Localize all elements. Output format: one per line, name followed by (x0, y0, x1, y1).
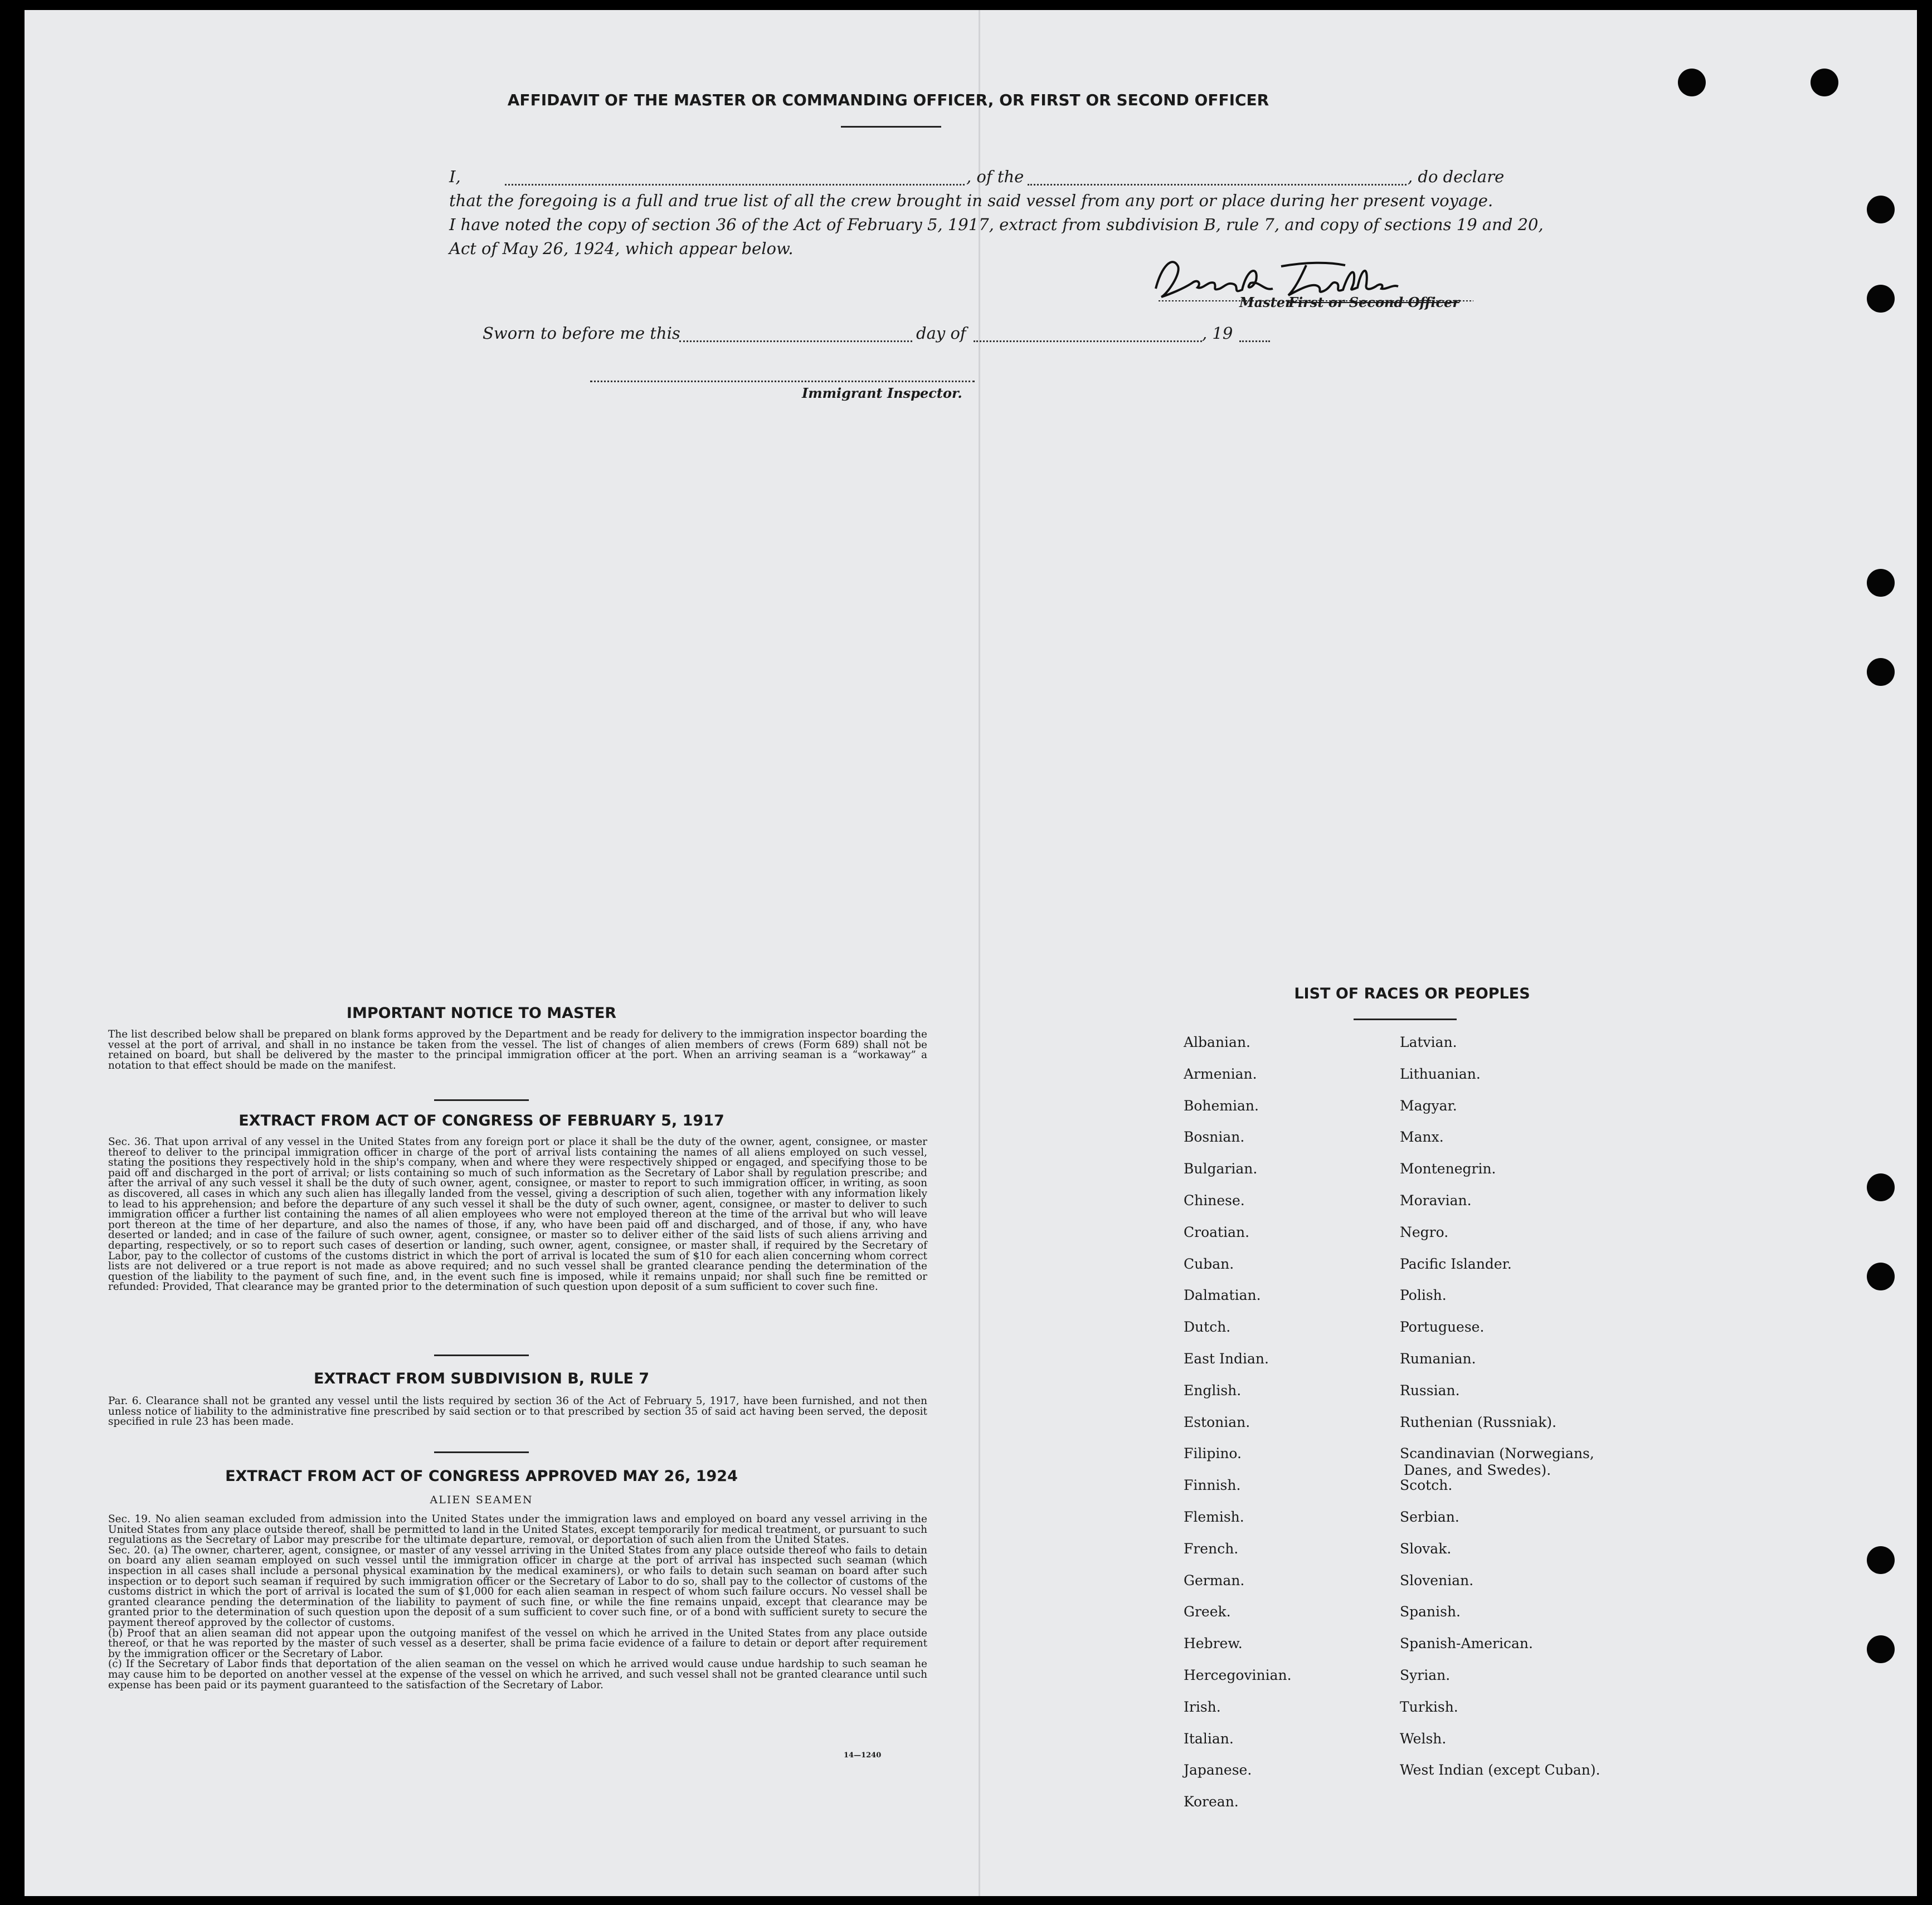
race-item: Spanish-American. (1400, 1635, 1533, 1652)
race-item: English. (1184, 1382, 1242, 1399)
race-item: French. (1184, 1540, 1239, 1557)
race-item: Albanian. (1184, 1034, 1251, 1050)
section-20c: (c) If the Secretary of Labor finds that deportation of the alien seaman on the vessel on which he arrived would cause undue hardship to such seaman he may cause him to be deported on another vessel at the expense of the vessel on which he arrived, and such vessel shall not be granted clearance until such expense has been paid or its payment guaranteed to the satisfaction of the Secretary of Labor. (108, 1658, 927, 1691)
divider (434, 1355, 529, 1356)
race-item: East Indian. (1184, 1351, 1269, 1367)
punch-hole (1811, 69, 1838, 96)
notice-body: The list described below shall be prepared on blank forms approved by the Department and be ready for delivery to the immigration inspector boarding the vessel at the port of arrival, and shall in no instance be taken from the vessel. The list of changes of alien members of crews (Form 689) shall not be retained on board, but shall be delivered by the master to the principal immigration officer at the port. When an arriving seaman is a “workaway” a notation to that effect should be made on the manifest. (108, 1029, 927, 1071)
punch-hole (1867, 196, 1895, 223)
form-number: 14—1240 (844, 1751, 882, 1760)
race-item: Bulgarian. (1184, 1161, 1258, 1177)
race-item: Italian. (1184, 1730, 1234, 1747)
race-item: Negro. (1400, 1224, 1449, 1240)
notice-title: IMPORTANT NOTICE TO MASTER (346, 1005, 617, 1022)
race-item: Scandinavian (Norwegians, (1400, 1445, 1594, 1462)
divider (1354, 1019, 1457, 1020)
race-item: Korean. (1184, 1794, 1239, 1810)
race-item: Flemish. (1184, 1509, 1244, 1525)
inspector-signature-field[interactable] (590, 381, 975, 382)
race-item: Bohemian. (1184, 1097, 1259, 1114)
punch-hole (1867, 1173, 1895, 1201)
vessel-name-field[interactable] (1028, 184, 1407, 186)
race-item: Manx. (1400, 1129, 1444, 1146)
race-item: Slovenian. (1400, 1572, 1474, 1589)
race-item: German. (1184, 1572, 1245, 1589)
race-item: Irish. (1184, 1698, 1221, 1715)
race-item: Montenegrin. (1400, 1161, 1496, 1177)
affidavit-title: AFFIDAVIT OF THE MASTER OR COMMANDING OFFICER, OR FIRST OR SECOND OFFICER (507, 91, 1269, 109)
center-fold (979, 10, 980, 1896)
race-item: Spanish. (1400, 1604, 1461, 1620)
race-item: Polish. (1400, 1287, 1447, 1304)
extract-1924-body (108, 1514, 927, 1690)
race-item: Syrian. (1400, 1667, 1451, 1683)
section-20b: (b) Proof that an alien seaman did not appear upon the outgoing manifest of the vessel on which he arrived in the United States from any place outside thereof, or that he was reported by the master of such vessel as a deserter, shall be prima facie evidence of a failure to detain or deport after requirement by the immigration officer or the Secretary of Labor. (108, 1627, 927, 1660)
race-item: Turkish. (1400, 1698, 1458, 1715)
of-the-label: , of the (966, 167, 1024, 186)
rule-7-body: Par. 6. Clearance shall not be granted any vessel until the lists required by section 36 of the Act of February 5, 1917, have been furnished, and not then unless notice of liability to the administrative fine prescribed by said section or to that prescribed by section 35 of said act having been served, the deposit specified in rule 23 has been made. (108, 1395, 927, 1428)
race-item: Lithuanian. (1400, 1065, 1481, 1082)
extract-1924-subtitle: ALIEN SEAMEN (430, 1494, 533, 1506)
sworn-year-field[interactable] (1239, 340, 1270, 342)
race-item: Welsh. (1400, 1730, 1447, 1747)
race-item: Dalmatian. (1184, 1287, 1261, 1304)
divider (841, 126, 941, 128)
punch-hole (1867, 285, 1895, 313)
punch-hole (1867, 1635, 1895, 1663)
race-item: Greek. (1184, 1604, 1231, 1620)
punch-hole (1867, 569, 1895, 597)
race-item: West Indian (except Cuban). (1400, 1762, 1600, 1779)
race-item: Bosnian. (1184, 1129, 1245, 1146)
race-item: Moravian. (1400, 1192, 1472, 1209)
race-item: Cuban. (1184, 1255, 1234, 1272)
race-item: Magyar. (1400, 1097, 1457, 1114)
race-item: Hebrew. (1184, 1635, 1243, 1652)
do-declare-label: , do declare (1408, 167, 1505, 186)
race-item: Scotch. (1400, 1477, 1453, 1494)
extract-1917-body: Sec. 36. That upon arrival of any vessel in the United States from any foreign port or place it shall be the duty of the owner, agent, consignee, or master thereof to deliver to the principal immigration officer in charge of the port of arrival lists containing the names of all aliens employed on such vessel, stating the positions they respectively hold in the ship's company, when and where they were respectively shipped or engaged, and specifying those to be paid off and discharged in the port of arrival; or lists containing so much of such information as the Secretary of Labor shall by regulation prescribe; and after the arrival of any such vessel it shall be the duty of such owner, agent, consignee, or master to report to such immigration officer, in writing, as soon as discovered, all cases in which any such alien has illegally landed from the vessel, giving a description of such alien, together with any information likely to lead to his apprehension; and before the departure of any such vessel it shall be the duty of such owner, agent, consignee, or master to deliver to such immigration officer a further list containing the names of all alien employees who were not employed thereon at the time of the arrival but who will leave port thereon at the time of her departure, and also the names of those, if any, who have been paid off and discharged, and of those, if any, who have deserted or landed; and in case of the failure of such owner, agent, consignee, or master so to deliver either of the said lists of such aliens arriving and departing, respectively, or so to report such cases of desertion or landing, such owner, agent, consignee, or master shall, if required by the Secretary of Labor, pay to the collector of customs of the customs district in which the port of arrival is located the sum of $10 for each alien concerning whom correct lists are not delivered or a true report is not made as above required; and no such vessel shall be granted clearance pending the determination of the question of the liability to the payment of such fine, and, in the event such fine is imposed, while it remains unpaid; nor shall such fine be remitted or refunded: Provided, That clearance may be granted prior to the determination of such question upon deposit of a sum sufficient to cover such fine. (108, 1136, 927, 1293)
race-item: Filipino. (1184, 1445, 1242, 1462)
year-label: , 19 (1202, 324, 1233, 343)
race-item: Finnish. (1184, 1477, 1241, 1494)
race-item: Latvian. (1400, 1034, 1457, 1050)
divider (434, 1099, 529, 1101)
punch-hole (1678, 69, 1706, 96)
race-item: Hercegovinian. (1184, 1667, 1292, 1683)
race-item: Japanese. (1184, 1762, 1252, 1779)
sworn-month-field[interactable] (974, 340, 1202, 342)
race-item: Portuguese. (1400, 1319, 1485, 1336)
inspector-label: Immigrant Inspector. (802, 385, 962, 401)
race-item: Rumanian. (1400, 1351, 1476, 1367)
extract-1917-title: EXTRACT FROM ACT OF CONGRESS OF FEBRUARY 5, 1917 (239, 1112, 724, 1129)
punch-hole (1867, 658, 1895, 686)
affidavit-i-label: I, (449, 167, 461, 186)
divider (434, 1451, 529, 1453)
races-title: LIST OF RACES OR PEOPLES (1294, 985, 1530, 1002)
extract-1924-title: EXTRACT FROM ACT OF CONGRESS APPROVED MAY 26, 1924 (225, 1468, 738, 1485)
affidavit-line-4: Act of May 26, 1924, which appear below. (449, 239, 794, 258)
document-page (25, 10, 1917, 1896)
race-item: Russian. (1400, 1382, 1460, 1399)
sworn-label: Sworn to before me this (483, 324, 680, 343)
race-item: Dutch. (1184, 1319, 1231, 1336)
section-19: Sec. 19. No alien seaman excluded from admission into the United States under the immigration laws and employed on board any vessel arriving in the United States from any place outside thereof, shall be permitted to land in the United States, except temporarily for medical treatment, or pursuant to such regulations as the Secretary of Labor may prescribe for the ultimate departure, removal, or deportation of such alien from the United States. (108, 1513, 927, 1546)
day-of-label: day of (916, 324, 966, 343)
master-name-field[interactable] (505, 184, 965, 186)
punch-hole (1867, 1263, 1895, 1290)
race-item: Serbian. (1400, 1509, 1459, 1525)
sworn-day-field[interactable] (679, 340, 912, 342)
race-item: Estonian. (1184, 1414, 1250, 1430)
section-20a: Sec. 20. (a) The owner, charterer, agent, consignee, or master of any vessel arriving in the United States from any place outside thereof who fails to detain on board any alien seaman employed on such vessel until the immigration officer in charge at the port of arrival has inspected such seaman (which inspection in all cases shall include a personal physical examination by the medical examiners), or who fails to detain such seaman on board after such inspection or to deport such seaman if required by such immigration officer or the Secretary of Labor to do so, shall pay to the collector of customs of the customs district in which the port of arrival is located the sum of $1,000 for each alien seaman in respect of whom such failure occurs. No vessel shall be granted clearance pending the determination of the liability to payment of such fine, or while the fine remains unpaid, except that clearance may be granted prior to the determination of such question upon the deposit of a sum sufficient to cover such fine, or of a bond with sufficient surety to secure the payment thereof approved by the collector of customs. (108, 1544, 927, 1629)
struck-officer-label: First or Second Officer (1288, 294, 1459, 310)
race-item: Danes, and Swedes). (1404, 1462, 1551, 1479)
rule-7-title: EXTRACT FROM SUBDIVISION B, RULE 7 (313, 1370, 650, 1387)
punch-hole (1867, 1546, 1895, 1574)
race-item: Armenian. (1184, 1065, 1257, 1082)
race-item: Slovak. (1400, 1540, 1452, 1557)
affidavit-line-2: that the foregoing is a full and true list of all the crew brought in said vessel from any port or place during her present voyage. (449, 191, 1493, 210)
affidavit-line-3: I have noted the copy of section 36 of the Act of February 5, 1917, extract from subdivision B, rule 7, and copy of sections 19 and 20, (449, 215, 1544, 234)
race-item: Chinese. (1184, 1192, 1245, 1209)
race-item: Pacific Islander. (1400, 1255, 1512, 1272)
master-label: Master (1239, 294, 1292, 310)
race-item: Croatian. (1184, 1224, 1250, 1240)
race-item: Ruthenian (Russniak). (1400, 1414, 1557, 1430)
